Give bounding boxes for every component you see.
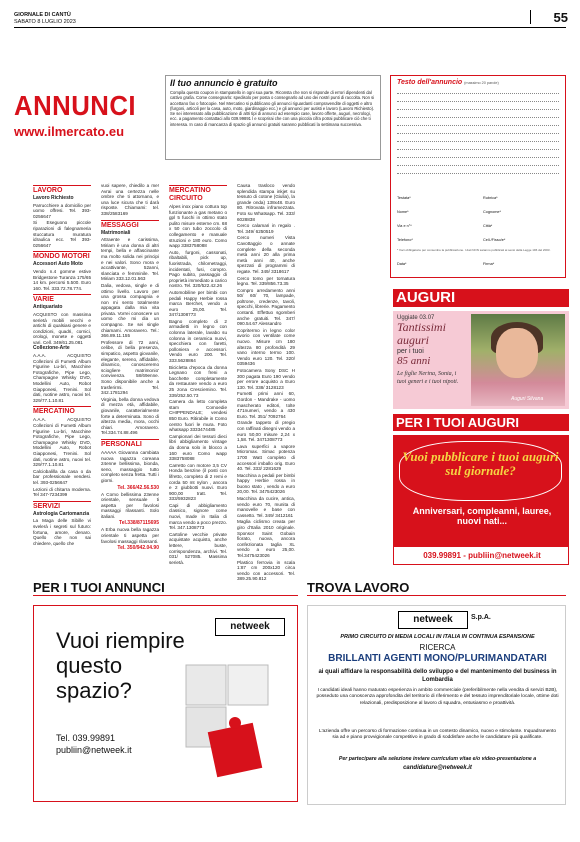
job-line-1: PRIMO CIRCUITO DI MEDIA LOCALI IN ITALIA IN CONTINUA ESPANSIONE [340, 634, 535, 640]
promo-sub: Anniversari, compleanni, lauree, nuovi nati... [412, 506, 552, 526]
classified-ad: Capi di abbigliamento classico, signore come nuovi, made in Italia di marca vendo a poco prezzo. Tel. 347.1308773 [169, 502, 227, 531]
job-ad-box [307, 605, 566, 805]
ad-phone[interactable]: Tel. 039.99891 [56, 733, 116, 743]
classified-ad: Dalia, vedova, single e di ottimo livello. Lavoro per una grossa compagnia e non mi sento totalmente appagata dalla mia vita privata. Vorrei conoscere un uomo che mi dia un compagno. Se sei single chiamami. Amoravero. Tel.: 366.89.11.155 [101, 282, 159, 339]
info-title: Il tuo annuncio è gratuito [170, 78, 278, 88]
category-heading: VARIE [33, 294, 91, 304]
category-heading: MERCATINO CIRCUITO [169, 185, 227, 203]
section-title-per-annunci: PER I TUOI ANNUNCI [33, 579, 298, 596]
section-title-per-auguri: PER I TUOI AUGURI [393, 414, 569, 431]
ad-question [56, 628, 186, 703]
company-suffix: S.p.A. [471, 614, 491, 621]
classified-ad: Maglia ciclismo creata per giro d'Italia 2010 originale. Sponsor Saint Gobain fiorato, nuova, ancora confezionata taglia XL vendo a euro 25,00. Tel.3475423026 [237, 519, 295, 558]
publication-header [14, 12, 76, 26]
classified-ad: Bicicletta d'epoca da donna Legnano con freni a bacchette completamente da restaurare vendo a euro 25 zona Cresciemino. Tel. 339/252.50.73 [169, 364, 227, 398]
form-title [397, 79, 559, 86]
job-email[interactable]: candidature@netweek.it [403, 765, 472, 771]
classified-ad: Vendo n.4 gomme estive Bridgestone Turanza 175/65 14 km. percorsi 5.500. Euro 160. Tel. 333.72.78.774. [33, 268, 91, 291]
job-line-4: ai quali affidare la responsabilità dello sviluppo e del mantenimento del business in Lombardia [318, 669, 557, 683]
field-rubrica[interactable]: Rubrica* [483, 196, 498, 200]
classified-ad: Camera da letto completa stam Comoedie CHIPPENDALE; vendesi 850 Euro. Ritirabile in Como centro fuori le mura. Foto whatsapp 3333474485 [169, 399, 227, 433]
website-link[interactable]: www.ilmercato.eu [14, 124, 125, 139]
subcategory-heading: Antiquariato [33, 304, 63, 311]
classified-ad: Si Eseguono piccole riparazioni di falegnameria stuccatura muratura idraulica ecc. Tel 393-0256647 [33, 220, 91, 248]
classified-ad: Lezioni di chitarra moderna. Tel 347-7234399 [33, 486, 91, 498]
publication-date: SABATO 8 LUGLIO 2023 [14, 19, 76, 25]
section-title-auguri: AUGURI [393, 289, 569, 307]
classified-ad: Fotocamera Sony DSC H 300 pagata Euro 190 vendo per errore acquisto a Euro 130. Tel. 338/ 3128123 [237, 368, 295, 390]
classified-ad: A.A.A. ACQUISTO Collezioni di Fumetti Album Figurine Lu-bri, Macchine Fotografiche, Pipe Lego, Champagne Whisky DVD, Modellini Auto, Robot Giapponesi, Trenini. Sol dati, ruotine astro, nuovi tel. 329/77.1.10.81 [33, 417, 91, 468]
page-number: 55 [553, 10, 568, 25]
field-via[interactable]: Via e n°* [397, 224, 412, 228]
ad-phone-line: Tel. 366/42.56.530 [117, 484, 159, 491]
form-hint: (massimo 20 parole) [464, 81, 499, 85]
classified-ad: Bagno completo di 2 armadietti in legno con colonna laterale, lavabo su colonna in ceramica nuovi, specchiera con faretti, polloniera e accessori. Vendo euro 200. Tel. 333.5628864 [169, 318, 227, 364]
subcategory-heading: Astrologia Cartomanzia [33, 510, 90, 517]
card-mid: per i tuoi [397, 348, 424, 355]
subcategory-heading: Matrimoniali [101, 229, 131, 236]
section-title-annunci: ANNUNCI [14, 90, 137, 121]
classified-ad: vuoi sapere, chiedilo a me! Avrai una certezza nelle ombre che ti attornano, e una luce sicura che ti darà risposte. Chiamami: tel. 338/2583169 [101, 183, 159, 216]
classified-ad: Plastico ferrovia in scala 1:87 cm 200x120 circa vendo con accessori. Tel. 389.25.90.812 [237, 559, 295, 582]
ad-question-text: Vuoi riempire questo spazio? [56, 628, 185, 703]
divider [530, 10, 531, 24]
classified-ad: A Erba nuova bella ragazza orientale ti aspetta per favolosi massaggi rilassanti. [101, 527, 159, 544]
classified-ad: Attraente e carissima, Miriam è una donna di altri tempi, bella e affascinante ma molto solida nei principi e nei valori. Sono mora e accattivante, 52anni, slanciata e femminile. Tel. Miriam 333.12.01.563 [101, 237, 159, 282]
field-citta[interactable]: Città* [483, 224, 493, 228]
info-text: Compila questo coupon in stampatello in ogni sua parte. Riconsta che non si risponde di errori dipendenti dal cattivo grafia. Come consegnarlo: spedisolo per posta o consegnarlo ad uno dei nostri punti di raccolta. Non si accettano fax o fotocopie. Nel Mercatino si pubblicano gli annunci riguardanti compravendite di oggetti e altro (furgoni, articoli per la casa, auto, moto, giardinaggio ecc.) e gli annunci per autisti e lavoro (Lavoro Richiesto). Se sei interessato alla pubblicazione di altri tipi di annunci ad esempio case, lavoro offerte, auguri, necrologi, ecc. a pagamento contattaci allo 039.99891 l e scoprirai che con una piccola cifra potrai pubblicare ciò che ti interessa. In caso di mancanza di spazio gli annunci gratuiti saranno pubblicati la settimana successiva. [170, 90, 375, 127]
ad-space-box [33, 605, 298, 802]
classified-ad: Carretto con motore 3,5 CV Honda benzine (il posti con lifretto, completo di 2 remi e corda 50 mt nylon , ancora e 2 giubbotti nuovi. Euro 900,00 tratt. Tel. 333/5932823 [169, 462, 227, 502]
ad-contacts [56, 732, 132, 756]
field-cognome[interactable]: Cognome* [483, 210, 501, 214]
section-title-trova-lavoro: TROVA LAVORO [307, 579, 566, 596]
free-ad-info-box [165, 75, 381, 160]
classified-ad: Fumetti primi anni 60, Gordon - Mandrake - uomo mascherato editori, tolte 471numeri, vendo a 430 Euro. Tel. 351/ 7092764 [237, 391, 295, 419]
card-text [397, 315, 467, 386]
header-rule [14, 27, 566, 28]
classified-ad: A Como bellissima 23enne orientale, sensuale ti aspetta per favolosi massaggi rilassanti. Solo italiani. [101, 491, 159, 519]
birthday-card [393, 311, 569, 409]
subcategory-heading: Accessori Auto Moto [33, 261, 83, 268]
classified-ad: Cerco calamari in regalo . Tel. 349/ 6250519 [237, 223, 295, 234]
category-heading: MESSAGGI [101, 220, 159, 230]
category-heading: PERSONALI [101, 439, 159, 449]
field-telefono[interactable]: Telefono* [397, 238, 413, 242]
job-line-2: RICERCA [419, 643, 456, 652]
ad-phone-line: Tel.338/87115695 [119, 520, 159, 527]
card-big-1: Tantissimi [397, 320, 446, 334]
classified-ad: AAAAA Giovanna cambiata nuova ragazza coreana 24enne bellissima, bionda, seno, massaggio tutto completo senza fretta. Tutti i giorni. [101, 449, 159, 483]
portrait-photo [471, 314, 565, 406]
classified-ad: Macchina a pedali per bimbi happy Herbie rossa in buono stato , vendo a euro 20,00. Tel. 3475423026 [237, 472, 295, 495]
classified-ad: La Maga delle Sibille vi svelerà i segreti sul futuro: fortuna, amore, denaro. Quello che non sai chiedere, quello che [33, 518, 91, 546]
classified-ad: Compro arredamento anni 50/ 60/ 70, lampade, poltrone, credenze, tavoli, specchi, librerie. Pagamento contanti. Effettuo sgomberi anche gratuiti. Tel. 347/ 090.54.67 Alessandro [237, 287, 295, 327]
text-lines[interactable] [397, 86, 559, 174]
netweek-logo: netweek [398, 611, 468, 629]
card-signature: Auguri Silvana [511, 396, 544, 402]
form-note: * Voci obbligatorie per consentire la pubblicazione. I dati NON saranno pubblicati ai sensi della Legge 196 del 2003. [397, 248, 551, 252]
promo-contact[interactable]: 039.99891 - publiin@netweek.it [394, 547, 569, 564]
form-title-text: Testo dell'annuncio [397, 79, 463, 86]
category-heading: LAVORO [33, 185, 91, 195]
promo-bubble: Vuoi pubblicare i tuoi auguri sul giornale? [399, 441, 562, 501]
subcategory-heading: Collezione-Arte [33, 345, 70, 352]
classified-ad: Causa trasloco vendo splendida stampa inkjet su tessuto di cotone (Giulia), la grande onda) 138x48. Euro 80. Ritrovata inframezzata. Foto su Whatsapp. Tel. 333/ 6028838 [237, 183, 295, 222]
card-date: Uggiate 03.07 [397, 315, 435, 321]
classified-ad: Alpes inox piano cottura top funzionante a gas metano o gpl 5 fuochi in ottimo stato pulito misure esterne cm. 68 x 50 con tubo zoccolo di collegamento e manuale struzioni e 180 euro. Como wapp 3383758088 [169, 204, 227, 249]
classified-ad: Cerco numeri Vista Cavottaggio o annate complete della seconda metà anni 20 alla prima metà anni 40, anche spezzati di programmi di regate. Tel. 349/ 3318617 [237, 235, 295, 274]
classified-ad: Cartoline vecchie private acquistate acquisto, anche lettere, buste, corrispondenza, archivi. Tel. 031/ 527085. Massima serietà. [169, 531, 227, 565]
classified-ad: Grande tappeto di pregio con raffinati disegni vendo a euro 50,00 misure 2,24 x 1,58. Tel. 3471308773 [237, 420, 295, 443]
classified-ad: Lava superfici a vapore Micromax. Simac potenza 1700 Watt completo di accessori imballo orig. Euro 40. Tel. 333/ 2281629 [237, 443, 295, 472]
auguri-promo [393, 435, 569, 565]
ad-coupon-form [390, 75, 566, 278]
job-line-7: Per partecipare alla selezione inviare curriculum vitae e/o video-presentazione a [338, 756, 537, 762]
netweek-logo: netweek [215, 618, 285, 636]
classified-ad: Auto, furgoni, cassonati, ribaltabili, pick up, fuoristrada, chilometraggi, incidentati, fusi, compro. Pago subito, passaggio di proprietà immediato a carico nostro. Tel. 320/522.42.26 [169, 249, 227, 289]
field-testata[interactable]: Testata* [397, 196, 411, 200]
ad-phone-line: Tel. 350/942.04.90 [117, 545, 159, 552]
job-line-5: I candidati ideali hanno maturato esperienza in ambito commerciale (preferibilmente nella vendita di servizi B2B), posseduto una conoscenza approfondita del territorio di riferimento e del tessuto imprenditoriale locale, ottime doti relazionali, predisposizione al lavoro di squadra, entusiasmo e proattività. [316, 688, 559, 706]
classified-ad: A.A.A. ACQUISTO Collezioni di Fumetti Album Figurine Lu-bri, Macchine Fotografiche, Pipe Lego, Champagne Whisky DVD, Modellini Auto, Robot Giapponesi, Trenini. Sol dati, ruotine astro, nuovi tel. 329/77.1.10.81 [33, 353, 91, 403]
classified-ad: Campionari dei tessuti dieci libri abbigliamento vintage da donna solo in blocco a 160 euro Como wapp 3383758088 [169, 433, 227, 462]
card-big-2: auguri [397, 333, 430, 347]
classified-ad: Copritermo in legno color avorio con ventilate come nuovo. Misure cm 180 altezza 80 profondità 29 vano interno termo 100. Vendo euro 120. Tel. 320/ 0359436 [237, 327, 295, 367]
classified-ad: Macchina da cucire, antica, vendo euro 70, munita di manovelle e base con cassetto. Tel. 349/ 3412161 [237, 496, 295, 518]
classified-ad: Virginia, bella donna vedova di mezza età, affidabile, giovanile, caratterialmente forte a determinata. Sono di altezza media, mora, occhi chiari. Amoravero. Tel.334.74.88.496 [101, 396, 159, 436]
subcategory-heading: Lavoro Richiesto [33, 195, 74, 201]
publication-name: GIORNALE DI CANTÙ [14, 12, 71, 18]
column-2 [101, 182, 159, 551]
puzzle-icon [182, 661, 280, 781]
job-line-3: BRILLANTI AGENTI MONO/PLURIMANDATARI [328, 653, 547, 664]
classified-ad: ACQUISTO con massima serietà mobili vecchi e antichi di qualsiasi genere e condizioni, quadri, cornici, orologi, monete e oggetti vari. Cell. 349/61.25.081 [33, 311, 91, 345]
column-3 [169, 182, 227, 566]
ad-email[interactable]: publiin@netweek.it [56, 745, 132, 755]
category-heading: MONDO MOTORI [33, 253, 90, 261]
classified-ad: Parrucchiere a domicilio per uomo offresi. Tel. 393-0256647 [33, 202, 91, 219]
card-age: 85 anni [397, 355, 431, 367]
classified-ad: Calciobalilla da casa o da bar professionale vendesi. tel. 393-0256647 [33, 468, 91, 485]
job-line-6: L'azienda offre un percorso di formazione continua in un contesto dinamico, nuovo e stimolante. Inquadramento sia ad e piano provvigionale competitivo in grado di soddisfare anche le candidature più qualificate. [318, 729, 557, 741]
category-heading: MERCATINO [33, 406, 91, 416]
field-nome[interactable]: Nome* [397, 210, 409, 214]
classified-ad: Automobiline per bimbi con pedali Happy Herbie rossa marca Berchet, vendo a euro 25,00. Tel. 347/1308773 [169, 289, 227, 318]
classified-ad: Professore di 72 anni, celibe, di bella presenza, simpatico, aspetto giovanile, elegante, sereno, affidabile, dinamico, conosceremo sciogliere matrimonio' convivenza. 58/69enne. Sono disponibile anche a trasferirmi. Tel. 342.1781294 [101, 339, 159, 396]
category-heading: SERVIZI [33, 501, 91, 511]
card-message: Le figlie Nerina, Sonia, i tuoi generi e i tuoi nipoti. [397, 371, 459, 385]
classified-ad: Cerco tomo per tornatura legno. Tel. 339/856.73.35 [237, 275, 295, 287]
field-cell[interactable]: Cell./Fisso/e* [483, 238, 506, 242]
column-1 [33, 182, 91, 547]
field-firma[interactable]: Firma* [483, 262, 495, 266]
column-4 [237, 182, 295, 583]
field-data[interactable]: Data* [397, 262, 407, 266]
portrait-face [496, 328, 538, 378]
